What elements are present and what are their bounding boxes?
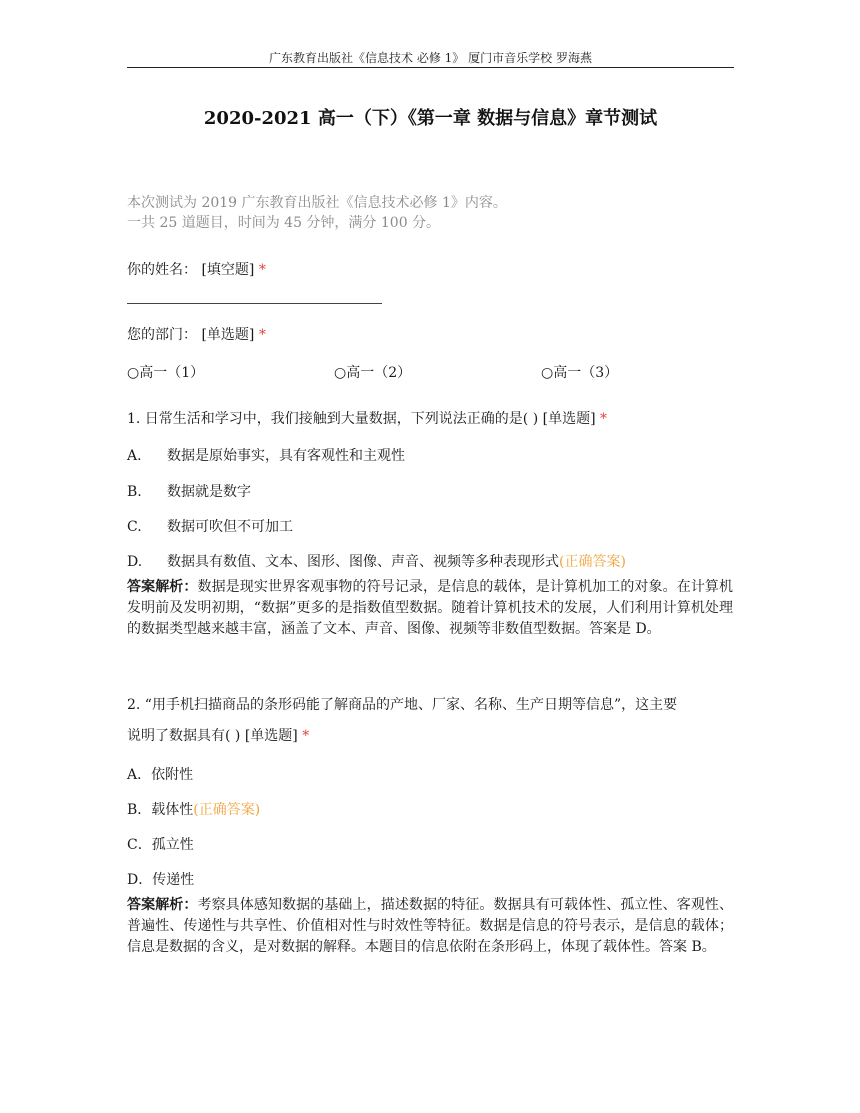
header-rule: [127, 67, 734, 68]
q1-analysis: [127, 577, 733, 640]
option-text: 数据具有数值、文本、图形、图像、声音、视频等多种表现形式: [167, 554, 559, 570]
name-label: 你的姓名：: [127, 262, 197, 278]
q2-option-a[interactable]: A．依附性: [127, 767, 194, 783]
analysis-label: 答案解析：: [127, 579, 198, 595]
option-letter: B.: [127, 484, 142, 500]
document-title: 2020-2021 高一（下）《第一章 数据与信息》章节测试: [203, 108, 658, 129]
option-letter: C.: [127, 519, 142, 535]
q2-text-line-1: 2. “用手机扫描商品的条形码能了解商品的产地、厂家、名称、生产日期等信息”，这主要: [127, 697, 678, 713]
option-text: B．载体性: [127, 802, 194, 818]
required-mark: *: [258, 262, 266, 278]
option-text: 数据是原始事实，具有客观性和主观性: [167, 448, 405, 464]
option-text: 数据可吹但不可加工: [167, 519, 293, 535]
correct-answer-mark: (正确答案): [559, 554, 626, 570]
running-header: 广东教育出版社《信息技术 必修 1》 厦门市音乐学校 罗海燕: [269, 51, 592, 65]
intro-line-1: 本次测试为 2019 广东教育出版社《信息技术必修 1》内容。: [127, 195, 507, 211]
dept-label: 您的部门：: [127, 327, 197, 343]
q2-option-b[interactable]: [127, 799, 260, 819]
q1-option-b[interactable]: [127, 481, 251, 501]
analysis-text: 考察具体感知数据的基础上，描述数据的特征。数据具有可载体性、孤立性、客观性、普遍性、传递性与共享性、价值相对性与时效性等特征。数据是信息的符号表示，是信息的载体；信息是数据的含义，是对数据的解释。本题目的信息依附在条形码上，体现了载体性。答案 B。: [127, 897, 734, 955]
dept-option-1[interactable]: ○高一（1）: [127, 365, 205, 381]
option-letter: D.: [127, 554, 143, 570]
q2-analysis: [127, 895, 733, 958]
correct-answer-mark: (正确答案): [193, 802, 261, 818]
required-mark: *: [302, 728, 310, 744]
q2-stem: 说明了数据具有( ) [单选题]: [127, 728, 298, 744]
name-answer-blank[interactable]: [127, 303, 382, 304]
dept-option-2[interactable]: ○高一（2）: [334, 365, 412, 381]
dept-option-3[interactable]: ○高一（3）: [541, 365, 619, 381]
q1-stem: 1. 日常生活和学习中，我们接触到大量数据，下列说法正确的是( ) [单选题]: [127, 411, 596, 427]
q2-text-line-2: [127, 725, 309, 745]
analysis-text: 数据是现实世界客观事物的符号记录，是信息的载体，是计算机加工的对象。在计算机发明前及发明初期，“数据”更多的是指数值型数据。随着计算机技术的发展，人们利用计算机处理的数据类型越来越丰富，涵盖了文本、声音、图像、视频等非数值型数据。答案是 D。: [127, 579, 734, 637]
q2-option-d[interactable]: D．传递性: [127, 872, 195, 888]
name-question: [127, 259, 266, 279]
dept-question: [127, 324, 266, 344]
required-mark: *: [258, 327, 266, 343]
q1-option-a[interactable]: [127, 445, 405, 465]
intro-text: [127, 193, 507, 233]
q1-text: [127, 408, 607, 428]
option-letter: A.: [127, 448, 142, 464]
q1-option-c[interactable]: [127, 516, 293, 536]
intro-line-2: 一共 25 道题目，时间为 45 分钟，满分 100 分。: [127, 215, 441, 231]
name-type: [填空题]: [201, 262, 255, 278]
q1-option-d[interactable]: [127, 551, 626, 571]
q2-option-c[interactable]: C．孤立性: [127, 837, 194, 853]
required-mark: *: [600, 411, 608, 427]
option-text: 数据就是数字: [167, 484, 251, 500]
dept-type: [单选题]: [201, 327, 255, 343]
analysis-label: 答案解析：: [127, 897, 198, 913]
